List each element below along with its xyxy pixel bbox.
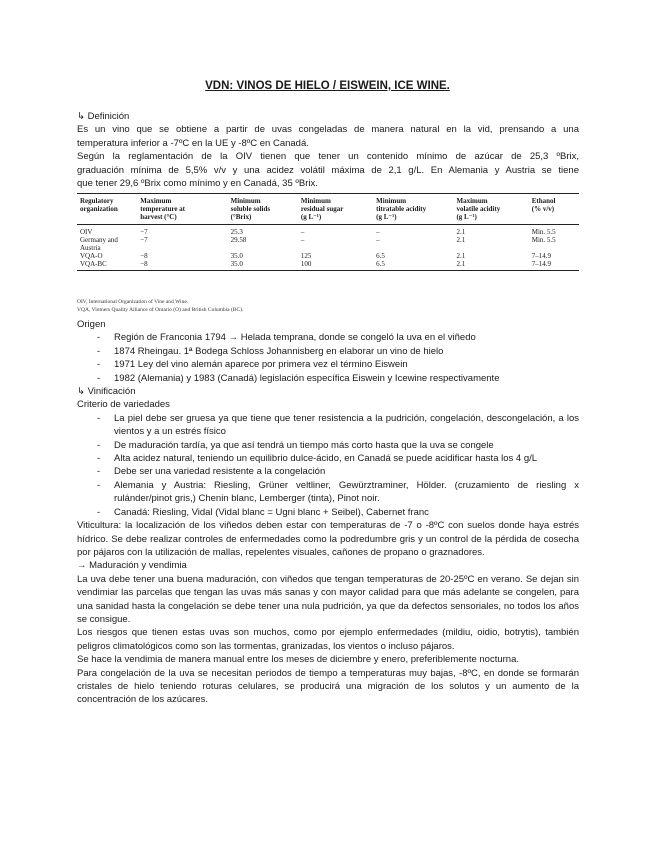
list-item: - Debe ser una variedad resistente a la congelación (77, 465, 579, 478)
header-min-titratable-acidity: Minimum titratable acidity (g L⁻¹) (373, 194, 453, 225)
oiv-text-line: que tener 29,6 ºBrix como mínimo y en Canadá, 35 ºBrix. (77, 178, 318, 190)
vinificacion-heading: ↳ Vinificación (77, 386, 136, 398)
list-item: - Canadá: Riesling, Vidal (Vidal blanc = Ugni blanc + Seibel), Cabernet franc (77, 506, 579, 519)
list-item: - 1874 Rheingau. 1ª Bodega Schloss Johannisberg en elaborar un vino de hielo (77, 345, 579, 358)
oiv-text-line: Según la reglamentación de la OIV tienen que tener un contenido mínimo de azúcar de 25,3 ºBrix, (77, 151, 579, 163)
maduracion-heading: → Maduración y vendimia (77, 560, 187, 572)
congelacion-paragraph: Para congelación de la uva se necesitan periodos de tiempo a temperaturas muy bajas, -8ºC, en donde se formarán cristales de hielo teniendo roturas celulares, se producirá una migración de los solutos y un aumento de la concentración de los azúcares. (77, 667, 579, 706)
table-footnotes (77, 298, 579, 314)
maduracion-paragraph: La uva debe tener una buena maduración, con viñedos que tengan temperaturas de 20-25ºC en verano. Se dejan sin vendimiar las parcelas que tengan las uvas más sanas y con mayor calidad para que más adelante se congelen, para una sanidad hasta la congelación se debe tener una nula pudrición, ya que da defectos sensoriales, no todos los años se consigue. (77, 573, 579, 625)
definicion-text-line: temperatura inferior a -7ºC en la UE y -8ºC en Canadá. (77, 137, 309, 149)
vendimia-paragraph: Se hace la vendimia de manera manual entre los meses de diciembre y enero, preferiblemente nocturna. (77, 654, 519, 666)
riesgos-paragraph: Los riesgos que tienen estas uvas son muchos, como por ejemplo enfermedades (mildiu, oidio, botrytis), también peligros climatológicos como son las tormentas, granizadas, los vientos o incluso pájaros. (77, 627, 579, 652)
table-row: Germany and Austria −7 29.58 – – 2.1 Min. 5.5 (80, 236, 556, 252)
origen-heading: Origen (77, 319, 106, 330)
list-item: - Alemania y Austria: Riesling, Grüner veltliner, Gewürztraminer, Hölder. (cruzamiento de riesling x rulánder/pinot gris,) Chenin blanc, Lemberger (tinta), Pinot noir. (77, 479, 579, 506)
header-ethanol: Ethanol (% v/v) (529, 194, 579, 225)
criterio-heading: Criterio de variedades (77, 399, 170, 411)
header-max-volatile-acidity: Maximum volatile acidity (g L⁻¹) (453, 194, 528, 225)
list-item: - 1971 Ley del vino alemán aparece por primera vez el término Eiswein (77, 358, 579, 371)
list-item: - Región de Franconia 1794 → Helada temprana, donde se congeló la uva en el viñedo (77, 331, 579, 344)
table-row: VQA-O −8 35.0 125 6.5 2.1 7–14.9 (80, 252, 552, 260)
table-header-row (77, 194, 579, 225)
list-item: - De maduración tardía, ya que así tendrá un tiempo más corto hasta que la uva se congele (77, 439, 579, 452)
table-footnote: OIV, International Organization of Vine and Wine. (77, 299, 189, 305)
regulation-table (77, 193, 579, 271)
list-item: - Alta acidez natural, teniendo un equilibrio dulce-ácido, en Canadá se puede acidificar hasta los 4 g/L (77, 452, 579, 465)
definicion-section (77, 110, 579, 190)
document-title: VDN: VINOS DE HIELO / EISWEIN, ICE WINE. (205, 80, 450, 92)
list-item: - 1982 (Alemania) y 1983 (Canadá) legislación específica Eiswein y Icewine respectivamente (77, 372, 579, 385)
header-min-soluble-solids: Minimum soluble solids (°Brix) (228, 194, 298, 225)
viticultura-paragraph: Viticultura: la localización de los viñedos deben estar con temperaturas de -7 o -8ºC con suelos donde haya estrés hídrico. Se debe realizar controles de enfermedades como la podredumbre gris y un control de la pérdida de cosecha por pájaros con la utilización de mallas, repelentes visuales, cañones de propano o graznadores. (77, 520, 579, 558)
oiv-text-line: graduación mínima de 5,5% v/v y una acidez volátil máxima de 2,1 g/L. En Alemania y Austria se tiene (77, 164, 579, 176)
table-row: VQA-BC −8 35.0 100 6.5 2.1 7–14.9 (77, 260, 579, 271)
table-footnote: VQA, Vintners Quality Alliance of Ontario (O) and British Columbia (BC). (77, 307, 244, 313)
definicion-text-line: Es un vino que se obtiene a partir de uvas congeladas de manera natural en la vid, prensando a una (77, 124, 579, 136)
header-min-residual-sugar: Minimum residual sugar (g L⁻¹) (298, 194, 373, 225)
table-row: OIV −7 25.3 – – 2.1 Min. 5.5 (80, 228, 556, 236)
origen-list (77, 331, 579, 385)
origen-section (77, 318, 579, 707)
definicion-heading: ↳ Definición (77, 111, 130, 122)
header-max-temperature: Maximum temperature at harvest (°C) (137, 194, 227, 225)
list-item: - La piel debe ser gruesa ya que tiene que tener resistencia a la pudrición, congelación, descongelación, a los vientos y a un estrés físico (77, 412, 579, 439)
header-regulatory-organization: Regulatory organization (77, 194, 137, 225)
criterio-list (77, 412, 579, 519)
